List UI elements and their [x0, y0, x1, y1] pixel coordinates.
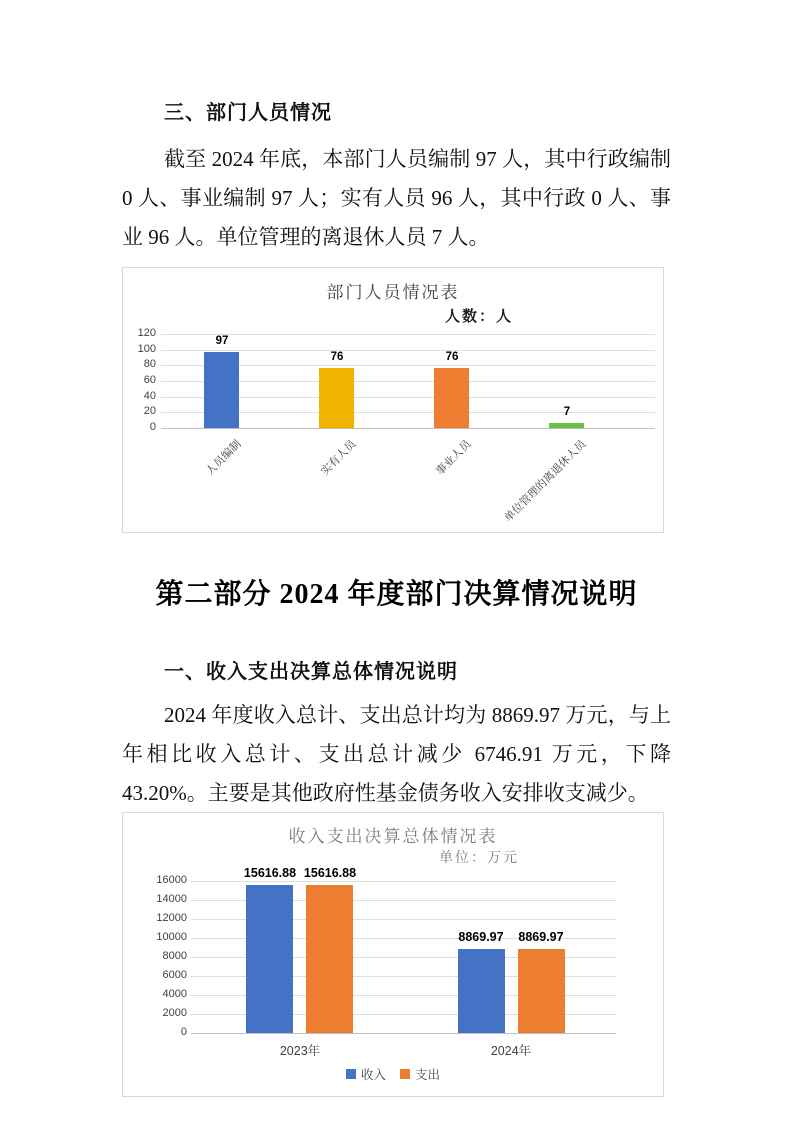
x-axis-category-label: 2024年 — [490, 1044, 532, 1058]
y-axis-tick-label: 8000 — [162, 950, 187, 962]
x-axis-category-label: 人员编制 — [204, 438, 244, 478]
bar-实有人员 — [319, 368, 354, 428]
bar-data-label: 97 — [215, 335, 229, 347]
bar-收入 — [246, 885, 293, 1033]
personnel-bar-chart — [122, 267, 664, 533]
bar-事业人员 — [434, 368, 469, 428]
y-axis-tick-label: 100 — [137, 343, 156, 355]
chart-unit-label: 人数：人 — [445, 308, 514, 325]
legend-item — [346, 1065, 386, 1083]
gridline — [161, 428, 655, 429]
y-axis-tick-label: 40 — [143, 390, 156, 402]
y-axis-tick-label: 60 — [143, 374, 156, 386]
y-axis-tick-label: 2000 — [162, 1007, 187, 1019]
gridline — [191, 881, 616, 882]
y-axis-tick-label: 12000 — [156, 912, 187, 924]
paragraph-budget-overview: 2024 年度收入总计、支出总计均为 8869.97 万元，与上年相比收入总计、支出总计减少 6746.91 万元，下降 43.20%。主要是其他政府性基金债务收入安排收支减少。 — [122, 703, 671, 805]
y-axis-tick-label: 4000 — [162, 988, 187, 1000]
y-axis-tick-label: 20 — [143, 405, 156, 417]
x-axis-category-label: 单位管理的离退休人员 — [502, 438, 589, 525]
income-expense-bar-chart — [122, 812, 664, 1097]
bar-data-label: 8869.97 — [458, 930, 504, 944]
section-heading-budget-overview: 一、收入支出决算总体情况说明 — [164, 661, 458, 683]
legend-swatch-icon — [346, 1069, 356, 1079]
legend-item — [400, 1065, 440, 1083]
bar-单位管理的离退休人员 — [549, 423, 584, 428]
bar-data-label: 7 — [563, 406, 571, 418]
legend-swatch-icon — [400, 1069, 410, 1079]
bar-收入 — [458, 949, 505, 1033]
section-heading-personnel: 三、部门人员情况 — [164, 102, 332, 124]
y-axis-tick-label: 10000 — [156, 931, 187, 943]
y-axis-tick-label: 6000 — [162, 969, 187, 981]
y-axis-tick-label: 120 — [137, 327, 156, 339]
y-axis-tick-label: 16000 — [156, 874, 187, 886]
y-axis-tick-label: 0 — [180, 1026, 187, 1038]
legend-label: 收入 — [360, 1068, 386, 1082]
x-axis-category-label: 实有人员 — [319, 438, 359, 478]
bar-data-label: 15616.88 — [303, 866, 357, 880]
part2-title: 第二部分 2024 年度部门决算情况说明 — [155, 579, 638, 610]
chart-legend — [123, 1065, 663, 1083]
bar-data-label: 15616.88 — [243, 866, 297, 880]
x-axis-category-label: 2023年 — [279, 1044, 321, 1058]
bar-data-label: 76 — [330, 351, 344, 363]
bar-支出 — [518, 949, 565, 1033]
bar-支出 — [306, 885, 353, 1033]
x-axis-category-label: 事业人员 — [434, 438, 474, 478]
legend-label: 支出 — [415, 1068, 441, 1082]
chart-unit-label: 单位：万元 — [439, 849, 519, 865]
paragraph-personnel: 截至 2024 年底，本部门人员编制 97 人，其中行政编制 0 人、事业编制 97 人；实有人员 96 人，其中行政 0 人、事业 96 人。单位管理的离退休人员 7 人。 — [122, 147, 671, 249]
bar-人员编制 — [204, 352, 239, 428]
gridline — [191, 1033, 616, 1034]
chart-title: 部门人员情况表 — [326, 283, 460, 302]
y-axis-tick-label: 80 — [143, 358, 156, 370]
chart-title: 收入支出决算总体情况表 — [288, 827, 498, 846]
y-axis-tick-label: 0 — [149, 421, 156, 433]
bar-data-label: 76 — [445, 351, 459, 363]
y-axis-tick-label: 14000 — [156, 893, 187, 905]
bar-data-label: 8869.97 — [518, 930, 564, 944]
